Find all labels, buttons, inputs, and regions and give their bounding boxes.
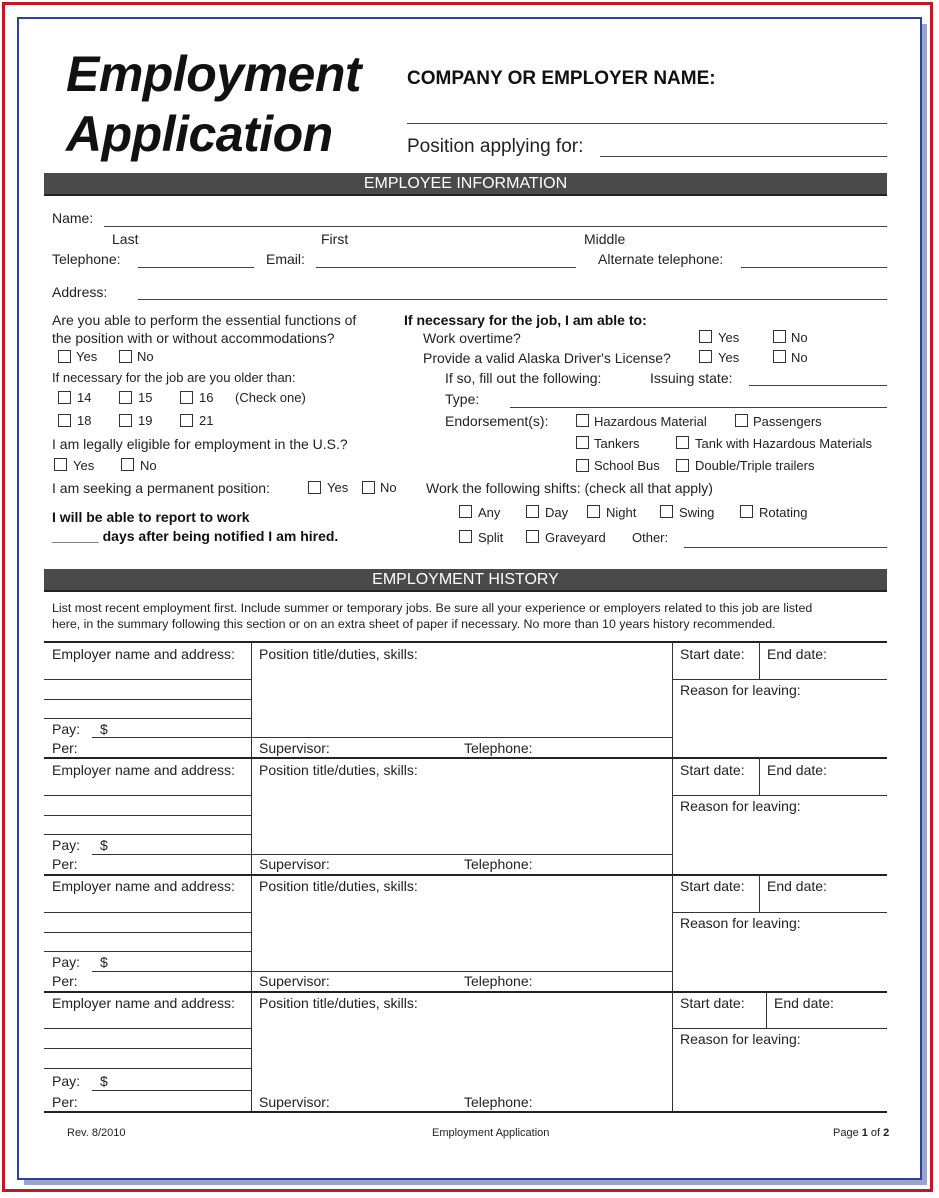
essential-yes-checkbox[interactable] bbox=[58, 350, 71, 363]
revision-note: Rev. 8/2010 bbox=[67, 1127, 126, 1139]
permanent-no-checkbox[interactable] bbox=[362, 481, 375, 494]
employer-label: Employer name and address: bbox=[52, 878, 235, 894]
license-yes-checkbox[interactable] bbox=[699, 350, 712, 363]
form-title-line2: Application bbox=[66, 106, 333, 162]
date-row-divider bbox=[672, 1028, 887, 1029]
employer-address-line[interactable] bbox=[44, 679, 251, 680]
start-date-label: Start date: bbox=[680, 995, 745, 1011]
dollar-sign: $ bbox=[100, 954, 108, 970]
shift-any-checkbox[interactable] bbox=[459, 505, 472, 518]
employer-label: Employer name and address: bbox=[52, 995, 235, 1011]
employer-address-line[interactable] bbox=[44, 951, 251, 952]
column-divider bbox=[766, 992, 767, 1029]
shift-night-checkbox[interactable] bbox=[587, 505, 600, 518]
shift-swing-label: Swing bbox=[679, 505, 715, 520]
tankers-checkbox[interactable] bbox=[576, 436, 589, 449]
end-date-label: End date: bbox=[767, 878, 827, 894]
supervisor-label: Supervisor: bbox=[259, 973, 330, 989]
shift-day-checkbox[interactable] bbox=[526, 505, 539, 518]
double-triple-checkbox[interactable] bbox=[676, 459, 689, 472]
pay-label: Pay: bbox=[52, 837, 81, 853]
per-label: Per: bbox=[52, 1094, 78, 1110]
employer-address-line[interactable] bbox=[44, 815, 251, 816]
shift-graveyard-checkbox[interactable] bbox=[526, 530, 539, 543]
history-intro-line2: here, in the summary following this section or on an extra sheet of paper if necessary. No more than 10 years history recommended. bbox=[52, 617, 776, 631]
eligible-yes-label: Yes bbox=[73, 458, 95, 473]
age-19-checkbox[interactable] bbox=[119, 414, 132, 427]
supervisor-label: Supervisor: bbox=[259, 856, 330, 872]
age-18-label: 18 bbox=[77, 413, 92, 428]
supervisor-label: Supervisor: bbox=[259, 1094, 330, 1110]
employer-address-line[interactable] bbox=[44, 795, 251, 796]
shift-any-label: Any bbox=[478, 505, 501, 520]
overtime-no-checkbox[interactable] bbox=[773, 330, 786, 343]
age-21-label: 21 bbox=[199, 413, 214, 428]
license-yes-label: Yes bbox=[718, 350, 740, 365]
last-label: Last bbox=[112, 231, 139, 247]
middle-label: Middle bbox=[584, 231, 626, 247]
license-no-checkbox[interactable] bbox=[773, 350, 786, 363]
telephone-label: Telephone: bbox=[464, 856, 533, 872]
end-date-label: End date: bbox=[767, 646, 827, 662]
first-label: First bbox=[321, 231, 349, 247]
section-bar-employee-info: EMPLOYEE INFORMATION bbox=[44, 173, 887, 196]
essential-question-line1: Are you able to perform the essential functions of bbox=[52, 312, 357, 328]
employer-address-line[interactable] bbox=[44, 718, 251, 719]
name-field[interactable] bbox=[104, 226, 887, 227]
reason-label: Reason for leaving: bbox=[680, 915, 801, 931]
passengers-label: Passengers bbox=[753, 414, 822, 429]
shift-rotating-label: Rotating bbox=[759, 505, 808, 520]
column-divider bbox=[251, 758, 252, 874]
pay-field[interactable] bbox=[92, 971, 251, 972]
type-label: Type: bbox=[445, 391, 480, 407]
overtime-yes-checkbox[interactable] bbox=[699, 330, 712, 343]
telephone-label: Telephone: bbox=[52, 251, 121, 267]
telephone-label: Telephone: bbox=[464, 1094, 533, 1110]
overtime-yes-label: Yes bbox=[718, 330, 740, 345]
position-field[interactable] bbox=[600, 156, 887, 157]
age-16-checkbox[interactable] bbox=[180, 391, 193, 404]
shift-swing-checkbox[interactable] bbox=[660, 505, 673, 518]
fill-out-note: If so, fill out the following: bbox=[445, 370, 602, 386]
pay-label: Pay: bbox=[52, 954, 81, 970]
tank-hazardous-checkbox[interactable] bbox=[676, 436, 689, 449]
column-divider bbox=[251, 875, 252, 991]
alt-telephone-label: Alternate telephone: bbox=[598, 251, 724, 267]
employer-address-line[interactable] bbox=[44, 834, 251, 835]
age-16-label: 16 bbox=[199, 390, 214, 405]
column-divider bbox=[251, 642, 252, 757]
type-field[interactable] bbox=[510, 407, 887, 408]
employer-address-line[interactable] bbox=[44, 1068, 251, 1069]
age-14-checkbox[interactable] bbox=[58, 391, 71, 404]
table-bottom-border bbox=[44, 1111, 887, 1113]
date-row-divider bbox=[672, 912, 887, 913]
eligible-question: I am legally eligible for employment in the U.S.? bbox=[52, 436, 348, 452]
column-divider bbox=[672, 992, 673, 1112]
hazardous-label: Hazardous Material bbox=[594, 414, 707, 429]
position-duties-label: Position title/duties, skills: bbox=[259, 762, 418, 778]
double-triple-label: Double/Triple trailers bbox=[695, 458, 815, 473]
permanent-question: I am seeking a permanent position: bbox=[52, 480, 270, 496]
employer-label: Employer name and address: bbox=[52, 762, 235, 778]
dollar-sign: $ bbox=[100, 837, 108, 853]
age-19-label: 19 bbox=[138, 413, 153, 428]
address-label: Address: bbox=[52, 284, 108, 300]
column-divider bbox=[759, 758, 760, 795]
column-divider bbox=[759, 642, 760, 679]
eligible-yes-checkbox[interactable] bbox=[54, 458, 67, 471]
hazardous-checkbox[interactable] bbox=[576, 414, 589, 427]
frame-shadow-right bbox=[922, 24, 927, 1184]
pay-label: Pay: bbox=[52, 721, 81, 737]
tankers-label: Tankers bbox=[594, 436, 640, 451]
page-number: 1 bbox=[861, 1127, 868, 1139]
start-date-label: Start date: bbox=[680, 878, 745, 894]
shift-day-label: Day bbox=[545, 505, 569, 520]
overtime-no-label: No bbox=[791, 330, 808, 345]
column-divider bbox=[251, 992, 252, 1112]
dollar-sign: $ bbox=[100, 1073, 108, 1089]
able-heading: If necessary for the job, I am able to: bbox=[404, 312, 647, 328]
page-total: 2 bbox=[883, 1127, 890, 1139]
per-label: Per: bbox=[52, 856, 78, 872]
employer-address-line[interactable] bbox=[44, 912, 251, 913]
shift-split-checkbox[interactable] bbox=[459, 530, 472, 543]
frame-shadow-bottom bbox=[24, 1180, 927, 1185]
column-divider bbox=[759, 875, 760, 912]
name-label: Name: bbox=[52, 210, 94, 226]
school-bus-checkbox[interactable] bbox=[576, 459, 589, 472]
position-duties-label: Position title/duties, skills: bbox=[259, 995, 418, 1011]
page-indicator bbox=[833, 1127, 889, 1139]
history-intro-line1: List most recent employment first. Include summer or temporary jobs. Be sure all your experience or employers related to this job are listed bbox=[52, 601, 813, 615]
employer-address-line[interactable] bbox=[44, 932, 251, 933]
reason-label: Reason for leaving: bbox=[680, 682, 801, 698]
block-top-border bbox=[44, 991, 887, 993]
shift-graveyard-label: Graveyard bbox=[545, 530, 606, 545]
age-question: If necessary for the job are you older than: bbox=[52, 370, 296, 385]
column-divider bbox=[672, 875, 673, 991]
block-top-border bbox=[44, 757, 887, 759]
telephone-label: Telephone: bbox=[464, 973, 533, 989]
date-row-divider bbox=[672, 795, 887, 796]
report-statement-line1: I will be able to report to work bbox=[52, 509, 250, 525]
company-field[interactable] bbox=[407, 123, 887, 124]
end-date-label: End date: bbox=[774, 995, 834, 1011]
column-divider bbox=[672, 642, 673, 757]
block-top-border bbox=[44, 874, 887, 876]
permanent-no-label: No bbox=[380, 480, 397, 495]
check-one-note: (Check one) bbox=[235, 390, 306, 405]
reason-label: Reason for leaving: bbox=[680, 1031, 801, 1047]
position-label: Position applying for: bbox=[407, 136, 584, 157]
essential-yes-label: Yes bbox=[76, 349, 98, 364]
school-bus-label: School Bus bbox=[594, 458, 660, 473]
pay-field[interactable] bbox=[92, 737, 251, 738]
endorsements-label: Endorsement(s): bbox=[445, 413, 549, 429]
shift-rotating-checkbox[interactable] bbox=[740, 505, 753, 518]
duties-bottom-line bbox=[251, 737, 672, 738]
essential-no-label: No bbox=[137, 349, 154, 364]
issuing-state-field[interactable] bbox=[749, 385, 887, 386]
email-field[interactable] bbox=[316, 267, 576, 268]
employer-address-line[interactable] bbox=[44, 1028, 251, 1029]
position-duties-label: Position title/duties, skills: bbox=[259, 878, 418, 894]
email-label: Email: bbox=[266, 251, 305, 267]
alt-telephone-field[interactable] bbox=[741, 267, 887, 268]
issuing-state-label: Issuing state: bbox=[650, 370, 733, 386]
shift-other-field[interactable] bbox=[684, 547, 887, 548]
reason-label: Reason for leaving: bbox=[680, 798, 801, 814]
page-prefix: Page bbox=[833, 1127, 862, 1139]
dollar-sign: $ bbox=[100, 721, 108, 737]
pay-label: Pay: bbox=[52, 1073, 81, 1089]
shifts-question: Work the following shifts: (check all that apply) bbox=[426, 480, 713, 496]
license-question: Provide a valid Alaska Driver's License? bbox=[423, 350, 671, 366]
permanent-yes-checkbox[interactable] bbox=[308, 481, 321, 494]
shift-other-label: Other: bbox=[632, 530, 669, 545]
passengers-checkbox[interactable] bbox=[735, 414, 748, 427]
overtime-question: Work overtime? bbox=[423, 330, 521, 346]
duties-bottom-line bbox=[251, 971, 672, 972]
permanent-yes-label: Yes bbox=[327, 480, 349, 495]
supervisor-label: Supervisor: bbox=[259, 740, 330, 756]
shift-split-label: Split bbox=[478, 530, 504, 545]
per-label: Per: bbox=[52, 973, 78, 989]
employer-label: Employer name and address: bbox=[52, 646, 235, 662]
age-15-checkbox[interactable] bbox=[119, 391, 132, 404]
employer-address-line[interactable] bbox=[44, 1048, 251, 1049]
essential-no-checkbox[interactable] bbox=[119, 350, 132, 363]
age-18-checkbox[interactable] bbox=[58, 414, 71, 427]
license-no-label: No bbox=[791, 350, 808, 365]
age-15-label: 15 bbox=[138, 390, 153, 405]
pay-field[interactable] bbox=[92, 854, 251, 855]
section-bar-employment-history: EMPLOYMENT HISTORY bbox=[44, 569, 887, 592]
telephone-label: Telephone: bbox=[464, 740, 533, 756]
telephone-field[interactable] bbox=[138, 267, 254, 268]
duties-bottom-line bbox=[251, 854, 672, 855]
start-date-label: Start date: bbox=[680, 646, 745, 662]
employer-address-line[interactable] bbox=[44, 699, 251, 700]
essential-question-line2: the position with or without accommodations? bbox=[52, 330, 335, 346]
age-21-checkbox[interactable] bbox=[180, 414, 193, 427]
column-divider bbox=[672, 758, 673, 874]
page-of: of bbox=[867, 1127, 884, 1139]
address-field[interactable] bbox=[138, 299, 887, 300]
form-title-line1: Employment bbox=[66, 46, 362, 102]
tank-hazardous-label: Tank with Hazardous Materials bbox=[695, 436, 873, 451]
end-date-label: End date: bbox=[767, 762, 827, 778]
eligible-no-label: No bbox=[140, 458, 157, 473]
report-statement-line2: ______ days after being notified I am hired. bbox=[52, 528, 339, 544]
date-row-divider bbox=[672, 679, 887, 680]
company-label: COMPANY OR EMPLOYER NAME: bbox=[407, 68, 716, 89]
position-duties-label: Position title/duties, skills: bbox=[259, 646, 418, 662]
pay-field[interactable] bbox=[92, 1090, 251, 1091]
age-14-label: 14 bbox=[77, 390, 92, 405]
footer-title: Employment Application bbox=[432, 1127, 550, 1139]
shift-night-label: Night bbox=[606, 505, 637, 520]
per-label: Per: bbox=[52, 740, 78, 756]
block-top-border bbox=[44, 641, 887, 643]
start-date-label: Start date: bbox=[680, 762, 745, 778]
eligible-no-checkbox[interactable] bbox=[121, 458, 134, 471]
